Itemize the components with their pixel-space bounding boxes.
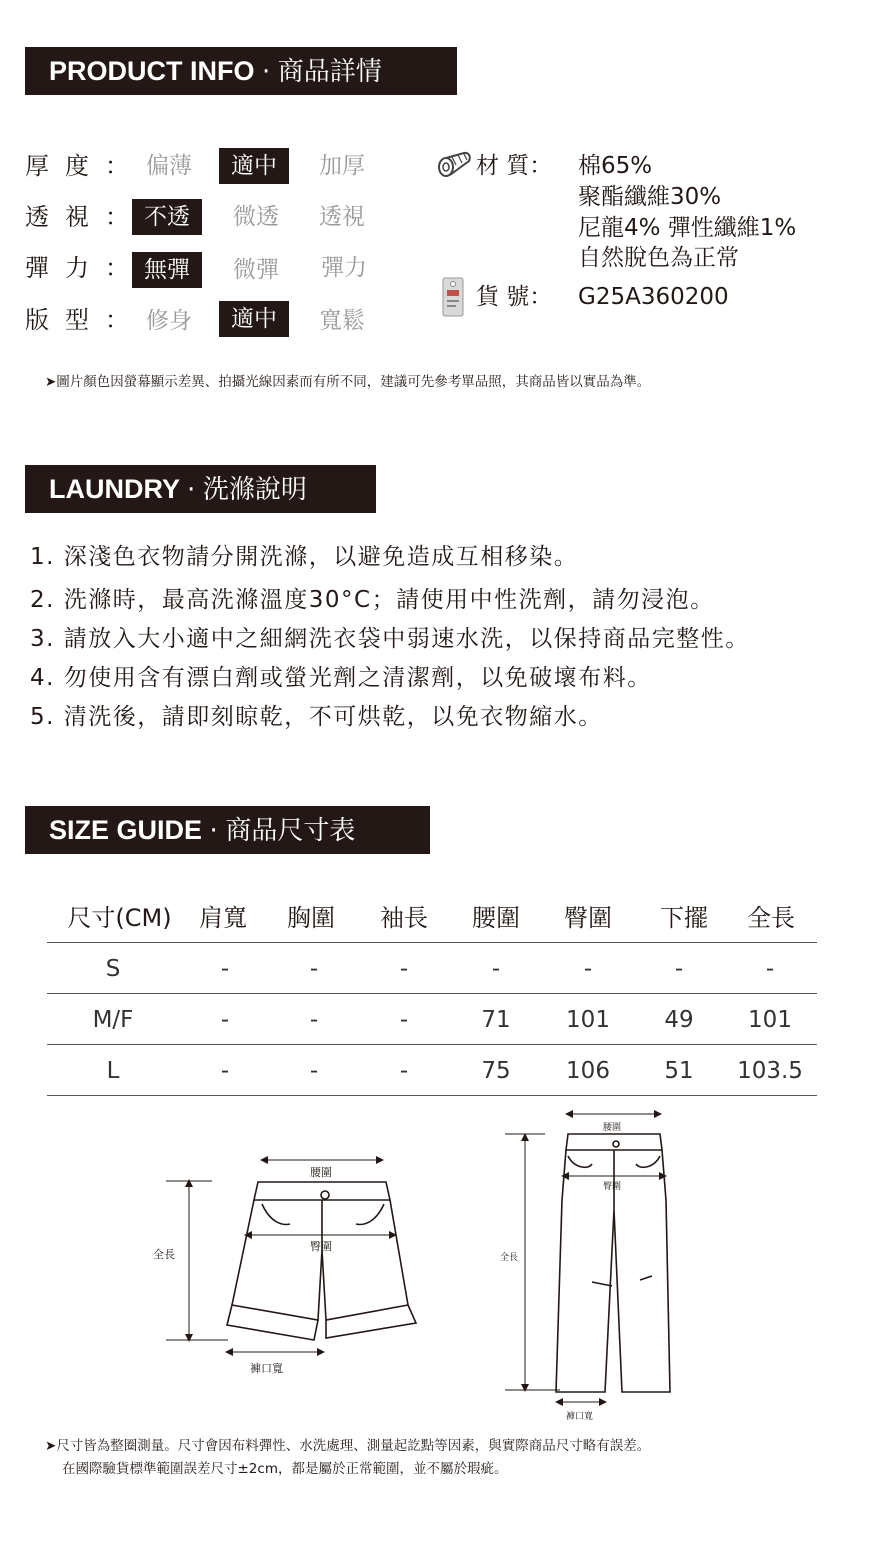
size-note-line: ➤尺寸皆為整圈測量。尺寸會因布料彈性、水洗處理、測量起訖點等因素，與實際商品尺寸略有誤差。 <box>45 1438 651 1454</box>
laundry-item: 1. 深淺色衣物請分開洗滌，以避免造成互相移染。 <box>30 544 579 570</box>
table-cell: - <box>309 1058 319 1084</box>
size-table-header: 尺寸(CM) <box>67 904 172 932</box>
laundry-header <box>25 465 376 513</box>
item-no-value: G25A360200 <box>578 284 729 310</box>
size-table-header: 腰圍 <box>472 904 520 932</box>
laundry-header-en: LAUNDRY <box>49 474 180 504</box>
table-divider <box>47 993 817 994</box>
laundry-header-sep: · <box>187 475 196 505</box>
attribute-label: 版型： <box>25 306 129 334</box>
table-cell: - <box>399 1007 409 1033</box>
table-divider <box>47 942 817 943</box>
product-info-header-en: PRODUCT INFO <box>49 56 255 86</box>
size-guide-header-cn: 商品尺寸表 <box>225 816 356 846</box>
table-cell: - <box>309 956 319 982</box>
attribute-option: 偏薄 <box>146 153 192 179</box>
attribute-option-selected: 無彈 <box>132 252 202 288</box>
product-info-header <box>25 47 457 95</box>
attribute-option: 微透 <box>233 204 279 230</box>
trousers-waist-label: 腰圍 <box>603 1123 622 1133</box>
attribute-option: 彈力 <box>321 255 367 281</box>
attribute-option-selected: 適中 <box>219 301 289 337</box>
table-cell: 71 <box>481 1007 511 1033</box>
table-cell: 75 <box>481 1058 511 1084</box>
fabric-roll-icon <box>436 151 472 179</box>
laundry-item: 3. 請放入大小適中之細網洗衣袋中弱速水洗，以保持商品完整性。 <box>30 626 750 652</box>
table-cell: - <box>220 956 230 982</box>
attribute-label: 透視： <box>25 203 129 231</box>
size-table-header: 肩寬 <box>199 904 247 932</box>
shorts-waist-label: 腰圍 <box>310 1166 332 1179</box>
attribute-label: 厚度： <box>25 152 129 180</box>
attribute-row-stretch <box>25 248 385 288</box>
attribute-option: 透視 <box>319 204 365 230</box>
product-info-header-cn: 商品詳情 <box>277 57 382 87</box>
size-table-header: 胸圍 <box>287 904 335 932</box>
material-line: 自然脫色為正常 <box>578 245 739 271</box>
table-divider <box>47 1095 817 1096</box>
table-cell: L <box>106 1058 120 1084</box>
laundry-item: 4. 勿使用含有漂白劑或螢光劑之清潔劑，以免破壞布料。 <box>30 665 652 691</box>
material-line: 棉65% <box>578 153 653 179</box>
attribute-option: 寬鬆 <box>319 308 365 334</box>
table-cell: 51 <box>664 1058 694 1084</box>
attribute-row-sheer <box>25 197 385 237</box>
size-guide-header-en: SIZE GUIDE <box>49 815 203 845</box>
attribute-label: 彈力： <box>25 254 129 282</box>
attribute-option: 微彈 <box>233 257 279 283</box>
table-cell: - <box>220 1007 230 1033</box>
size-guide-header <box>25 806 430 854</box>
attribute-option-selected: 適中 <box>219 148 289 184</box>
trousers-hem-label: 褲口寬 <box>566 1412 594 1422</box>
size-table-header: 下擺 <box>660 904 708 932</box>
table-cell: - <box>399 956 409 982</box>
attribute-row-thickness <box>25 146 385 186</box>
table-cell: - <box>309 1007 319 1033</box>
table-divider <box>47 1044 817 1045</box>
trousers-hip-label: 臀圍 <box>603 1182 622 1192</box>
table-cell: - <box>765 956 775 982</box>
table-cell: - <box>491 956 501 982</box>
size-table-header: 全長 <box>747 904 795 932</box>
shorts-length-label: 全長 <box>153 1248 175 1261</box>
material-label: 材 質： <box>476 153 553 179</box>
material-line: 聚酯纖維30% <box>578 184 722 210</box>
table-cell: - <box>220 1058 230 1084</box>
table-cell: 101 <box>748 1007 792 1033</box>
size-table-header: 袖長 <box>380 904 428 932</box>
attribute-option-selected: 不透 <box>132 199 202 235</box>
color-disclaimer: ➤圖片顏色因螢幕顯示差異、拍攝光線因素而有所不同，建議可先參考單品照，其商品皆以實品為準。 <box>45 374 651 390</box>
size-table-header: 臀圍 <box>564 904 612 932</box>
table-cell: - <box>674 956 684 982</box>
shorts-hip-label: 臀圍 <box>310 1240 332 1253</box>
table-cell: - <box>399 1058 409 1084</box>
attribute-option: 修身 <box>146 308 192 334</box>
size-guide-header-sep: · <box>209 816 218 846</box>
trousers-diagram <box>505 1114 670 1402</box>
size-note-line: 在國際驗貨標準範圍誤差尺寸±2cm，都是屬於正常範圍，並不屬於瑕疵。 <box>62 1461 508 1477</box>
trousers-length-label: 全長 <box>500 1253 519 1263</box>
attribute-option: 加厚 <box>319 153 365 179</box>
shorts-hem-label: 褲口寬 <box>250 1362 283 1375</box>
table-cell: S <box>105 956 121 982</box>
table-cell: - <box>583 956 593 982</box>
tag-icon <box>440 276 466 318</box>
product-info-header-sep: · <box>262 57 271 87</box>
material-line: 尼龍4% 彈性纖維1% <box>578 215 797 241</box>
shorts-diagram <box>166 1160 416 1352</box>
laundry-item: 2. 洗滌時，最高洗滌溫度30°C；請使用中性洗劑，請勿浸泡。 <box>30 587 715 613</box>
measurement-diagrams <box>0 1100 875 1430</box>
table-cell: 101 <box>566 1007 610 1033</box>
table-cell: M/F <box>92 1007 134 1033</box>
table-cell: 106 <box>566 1058 610 1084</box>
item-no-label: 貨 號： <box>476 284 553 310</box>
table-cell: 103.5 <box>737 1058 803 1084</box>
laundry-item: 5. 清洗後，請即刻晾乾，不可烘乾，以免衣物縮水。 <box>30 704 603 730</box>
table-cell: 49 <box>664 1007 694 1033</box>
laundry-header-cn: 洗滌說明 <box>202 475 307 505</box>
attribute-row-fit <box>25 300 385 340</box>
